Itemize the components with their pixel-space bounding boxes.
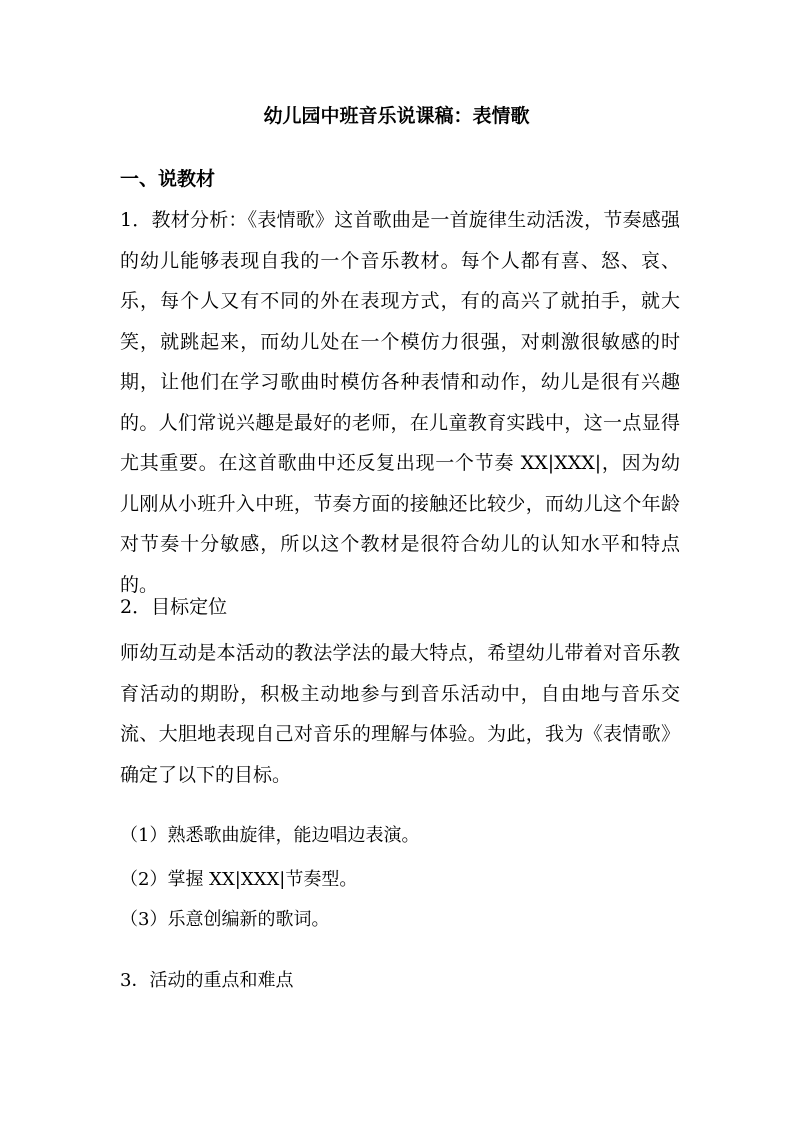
paragraph-material-analysis: 1．教材分析：《表情歌》这首歌曲是一首旋律生动活泼，节奏感强的幼儿能够表现自我的一个音乐教材。每个人都有喜、怒、哀、乐，每个人又有不同的外在表现方式，有的高兴了就拍手，就大笑，就跳起来，而幼儿处在一个模仿力很强，对刺激很敏感的时期，让他们在学习歌曲时模仿各种表情和动作，幼儿是很有兴趣的。人们常说兴趣是最好的老师，在儿童教育实践中，这一点显得尤其重要。在这首歌曲中还反复出现一个节奏 XX|XXX|，因为幼儿刚从小班升入中班，节奏方面的接触还比较少，而幼儿这个年龄对节奏十分敏感，所以这个教材是很符合幼儿的认知水平和特点的。: [120, 209, 680, 596]
goal-heading: 2．目标定位: [120, 596, 228, 618]
goal-item-3: （3）乐意创编新的歌词。: [120, 909, 330, 930]
document-title: 幼儿园中班音乐说课稿：表情歌: [263, 105, 530, 127]
goal-item-1: （1）熟悉歌曲旋律，能边唱边表演。: [120, 825, 420, 846]
key-points-heading: 3．活动的重点和难点: [120, 970, 294, 991]
paragraph-goal: 师幼互动是本活动的教法学法的最大特点，希望幼儿带着对音乐教育活动的期盼，积极主动地参与到音乐活动中，自由地与音乐交流、大胆地表现自己对音乐的理解与体验。为此，我为《表情歌》确定了以下的目标。: [120, 642, 680, 786]
goal-item-2: （2）掌握 XX|XXX|节奏型。: [120, 869, 358, 890]
section-heading-material: 一、说教材: [120, 168, 216, 190]
